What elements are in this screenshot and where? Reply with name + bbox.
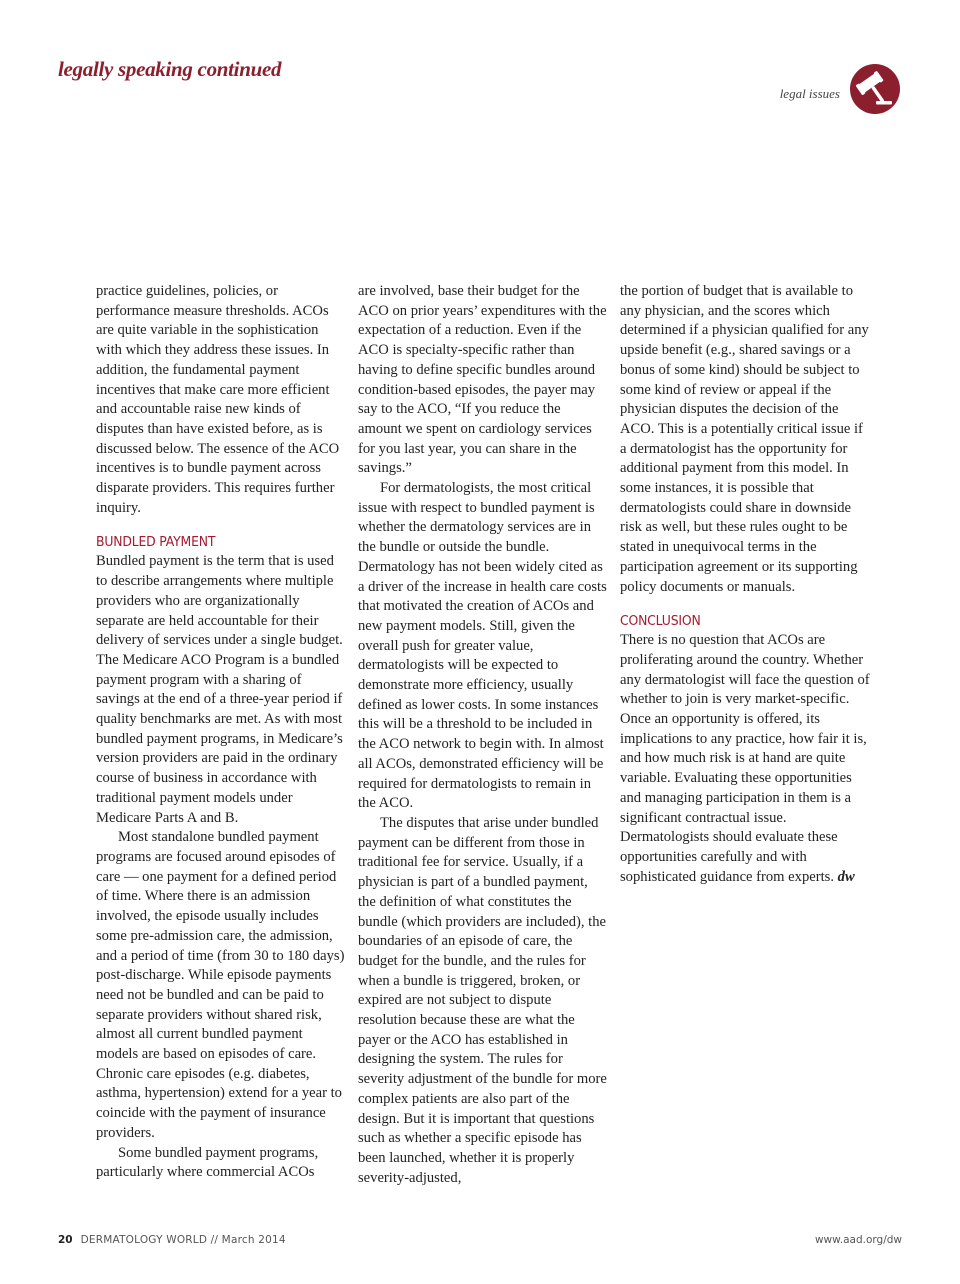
paragraph-text: The disputes that arise under bundled payment can be different from those in traditional fee for service. Usually, if a physician is part of a bundled payment, the definition of what constitutes the bundle (which providers are included), the boundaries of an episode of care, the budget for the bundle, and the rules for when a bundle is triggered, broken, or expired are not subject to dispute resolution because these are what the payer or the ACO has established in designing the system. The rules for severity adjustment of the bundle for more complex patients are also part of the design. But it is important that questions such as whether a specific episode has been launched, whether it is properly severity-adjusted, bbox=[358, 814, 607, 1186]
body-paragraph bbox=[96, 552, 346, 828]
section-heading: BUNDLED PAYMENT bbox=[96, 534, 216, 551]
body-paragraph bbox=[96, 1144, 346, 1183]
body-paragraph bbox=[96, 282, 346, 518]
footer-left bbox=[58, 1234, 286, 1250]
body-paragraph bbox=[620, 282, 870, 597]
text-column-3 bbox=[620, 282, 870, 887]
end-sign: dw bbox=[837, 868, 855, 885]
paragraph-text: There is no question that ACOs are proliferating around the country. Whether any dermatologist will face the question of whether to join is very market-specific. Once an opportunity is offered, its implications to any practice, how fair it is, and how much risk is at hand are quite variable. Evaluating these opportunities and managing participation in them is a significant contractual issue. Dermatologists should evaluate these opportunities carefully and with sophisticated guidance from experts. bbox=[620, 632, 870, 885]
paragraph-text: Bundled payment is the term that is used to describe arrangements where multiple providers who are organizationally separate are held accountable for their delivery of services under a single budget. The Medicare ACO Program is a bundled payment program with a sharing of savings at the end of a three-year period if quality benchmarks are met. As with most bundled payment programs, in Medicare’s version providers are paid in the ordinary course of business in accordance with traditional payment models under Medicare Parts A and B. bbox=[96, 553, 343, 826]
section-label: legal issues bbox=[779, 86, 840, 101]
section-heading: CONCLUSION bbox=[620, 613, 701, 630]
body-paragraph bbox=[358, 479, 608, 814]
paragraph-text: For dermatologists, the most critical issue with respect to bundled payment is whether the dermatology services are in the bundle or outside the bundle. Dermatology has not been widely cited as a driver of the increase in health care costs that motivated the creation of ACOs and new payment models. Still, given the overall push for greater value, dermatologists will be expected to demonstrate more efficiency, usually defined as lower costs. In some instances this will be a threshold to be included in the ACO network to begin with. In almost all ACOs, demonstrated efficiency will be required for dermatologists to remain in the ACO. bbox=[358, 480, 607, 812]
body-paragraph bbox=[358, 282, 608, 479]
paragraph-text: practice guidelines, policies, or performance measure thresholds. ACOs are quite variable in the sophistication with which they address these issues. In addition, the fundamental payment incentives that make care more efficient and accountable raise new kinds of disputes than have existed before, as is discussed below. The essence of the ACO incentives is to bundle payment across disparate providers. This requires further inquiry. bbox=[96, 283, 340, 516]
running-title: legally speaking continued bbox=[58, 57, 282, 81]
paragraph-text: Most standalone bundled payment programs are focused around episodes of care — one payment for a defined period of time. Where there is an admission involved, the episode usually includes some pre-admission care, the admission, and a period of time (from 30 to 180 days) post-discharge. While episode payments need not be bundled and can be paid to separate providers without shared risk, almost all current bundled payment models are based on episodes of care. Chronic care episodes (e.g. diabetes, asthma, hypertension) extend for a year to coincide with the payment of insurance providers. bbox=[96, 829, 345, 1141]
body-paragraph bbox=[620, 631, 870, 887]
body-paragraph bbox=[96, 828, 346, 1143]
paragraph-text: Some bundled payment programs, particularly where commercial ACOs bbox=[96, 1144, 319, 1181]
text-column-2 bbox=[358, 282, 608, 1188]
paragraph-text: are involved, base their budget for the ACO on prior years’ expenditures with the expectation of a reduction. Even if the ACO is specialty-specific rather than having to define specific bundles around condition-based episodes, the payer may say to the ACO, “If you reduce the amount we spent on cardiology services for you last year, you can share in the savings.” bbox=[358, 283, 607, 477]
text-column-1 bbox=[96, 282, 346, 1183]
gavel-icon bbox=[849, 63, 901, 115]
paragraph-text: the portion of budget that is available to any physician, and the scores which determined if a physician qualified for any upside benefit (e.g., shared savings or a bonus of some kind) should be subject to some kind of review or appeal if the physician disputes the decision of the ACO. This is a potentially critical issue if a dermatologist has the opportunity for additional payment from this model. In some instances, it is possible that dermatologists could share in downside risk as well, but these rules ought to be stated in unequivocal terms in the participation agreement or its supporting policy documents or manuals. bbox=[620, 283, 869, 595]
footer-url: www.aad.org/dw bbox=[814, 1234, 902, 1246]
magazine-issue: DERMATOLOGY WORLD // March 2014 bbox=[80, 1234, 286, 1246]
page-number: 20 bbox=[58, 1234, 73, 1246]
body-paragraph bbox=[358, 814, 608, 1188]
